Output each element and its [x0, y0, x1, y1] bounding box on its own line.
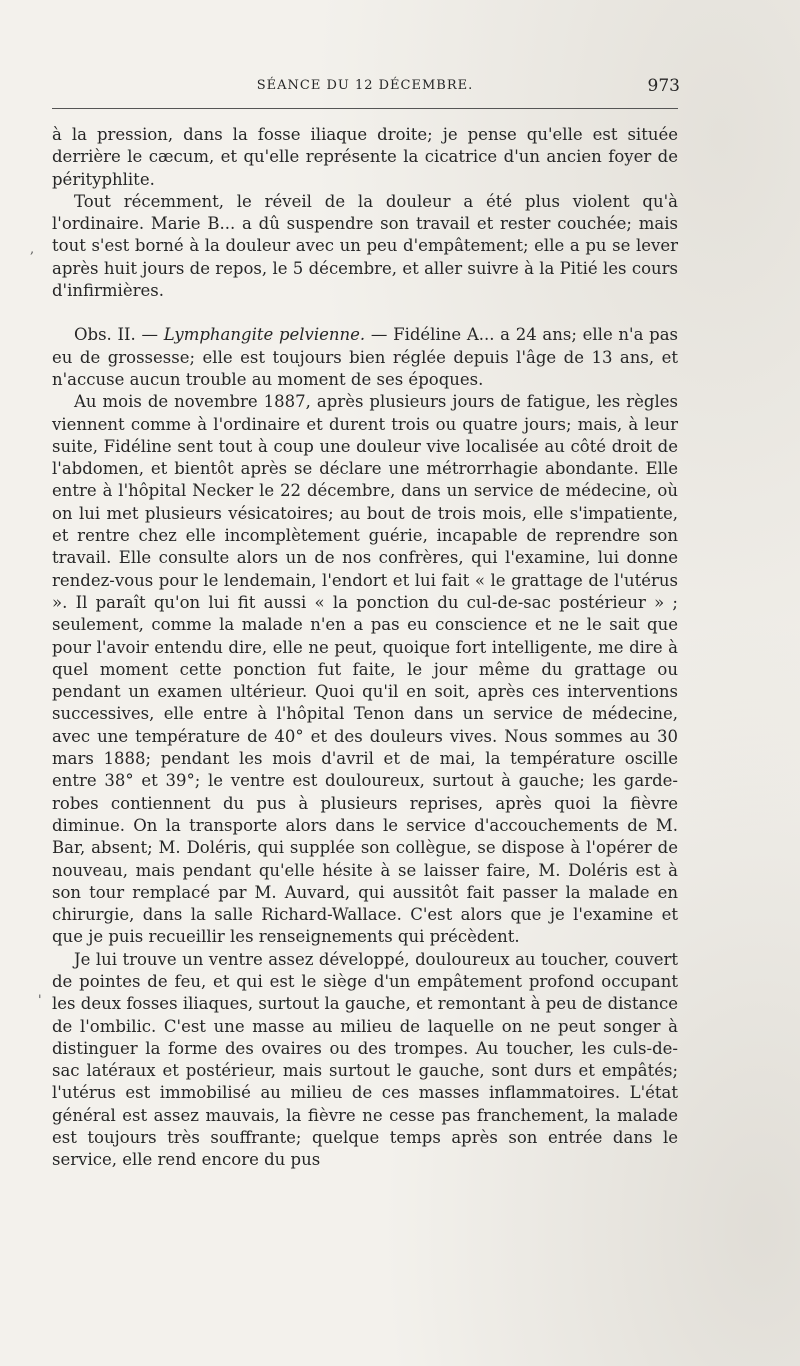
margin-mark: , — [30, 242, 35, 257]
page-header — [50, 76, 680, 100]
paragraph: Tout récemment, le réveil de la douleur a été plus violent qu'à l'ordinaire. Marie B... a dû suspendre son travail et rester couchée; mais tout s'est borné à la douleur avec un peu d'empâtement; elle a pu se lever après huit jours de repos, le 5 décembre, et aller suivre à la Pitié les cours d'infirmières. — [52, 191, 678, 301]
running-head: SÉANCE DU 12 DÉCEMBRE. — [256, 78, 474, 93]
body-text — [52, 124, 678, 1172]
margin-mark: ' — [38, 993, 42, 1008]
header-rule — [52, 108, 678, 109]
page-number: 973 — [647, 76, 680, 96]
paragraph: Je lui trouve un ventre assez développé, douloureux au toucher, couvert de pointes de feu, et qui est le siège d'un empâtement profond occupant les deux fosses iliaques, surtout la gauche, et remontant à peu de distance de l'ombilic. C'est une masse au milieu de laquelle on ne peut songer à distinguer la forme des ovaires ou des trompes. Au toucher, les culs-de-sac latéraux et postérieur, mais surtout le gauche, sont durs et empâtés; l'utérus est immobilisé au milieu de ces masses inflammatoires. L'état général est assez mauvais, la fièvre ne cesse pas franchement, la malade est toujours très souffrante; quelque temps après son entrée dans le service, elle rend encore du pus — [52, 949, 678, 1170]
observation-paragraph — [52, 324, 678, 391]
observation-label: Obs. II. — — [74, 325, 158, 345]
observation-text: — Fidéline A... a 24 ans; elle n'a pas eu de grossesse; elle est toujours bien réglée depuis l'âge de 13 ans, et n'accuse aucun trouble au moment de ses époques. — [52, 325, 678, 389]
paragraph: à la pression, dans la fosse iliaque droite; je pense qu'elle est située derrière le cæcum, et qu'elle représente la cicatrice d'un ancien foyer de pérityphlite. — [52, 125, 678, 189]
observation-title: Lymphangite pelvienne. — [163, 325, 366, 345]
paragraph: Au mois de novembre 1887, après plusieurs jours de fatigue, les règles viennent comme à l'ordinaire et durent trois ou quatre jours; mais, à leur suite, Fidéline sent tout à coup une douleur vive localisée au côté droit de l'abdomen, et bientôt après se déclare une métrorrhagie abondante. Elle entre à l'hôpital Necker le 22 décembre, dans un service de médecine, où on lui met plusieurs vésicatoires; au bout de trois mois, elle s'impatiente, et rentre chez elle incomplètement guérie, incapable de reprendre son travail. Elle consulte alors un de nos confrères, qui l'examine, lui donne rendez-vous pour le lendemain, l'endort et lui fait « le grattage de l'utérus ». Il paraît qu'on lui fit aussi « la ponction du cul-de-sac postérieur » ; seulement, comme la malade n'en a pas eu conscience et ne le sait que pour l'avoir entendu dire, elle ne peut, quoique fort intelligente, me dire à quel moment cette ponction fut faite, le jour même du grattage ou pendant un examen ultérieur. Quoi qu'il en soit, après ces interventions successives, elle entre à l'hôpital Tenon dans un service de médecine, avec une température de 40° et des douleurs vives. Nous sommes au 30 mars 1888; pendant les mois d'avril et de mai, la température oscille entre 38° et 39°; le ventre est douloureux, surtout à gauche; les garde-robes contiennent du pus à plusieurs reprises, après quoi la fièvre diminue. On la transporte alors dans le service d'accouchements de M. Bar, absent; M. Doléris, qui supplée son collègue, se dispose à l'opérer de nouveau, mais pendant qu'elle hésite à se laisser faire, M. Doléris est à son tour remplacé par M. Auvard, qui aussitôt fait passer la malade en chirurgie, dans la salle Richard-Wallace. C'est alors que je l'examine et que je puis recueillir les renseignements qui précèdent. — [52, 392, 678, 947]
